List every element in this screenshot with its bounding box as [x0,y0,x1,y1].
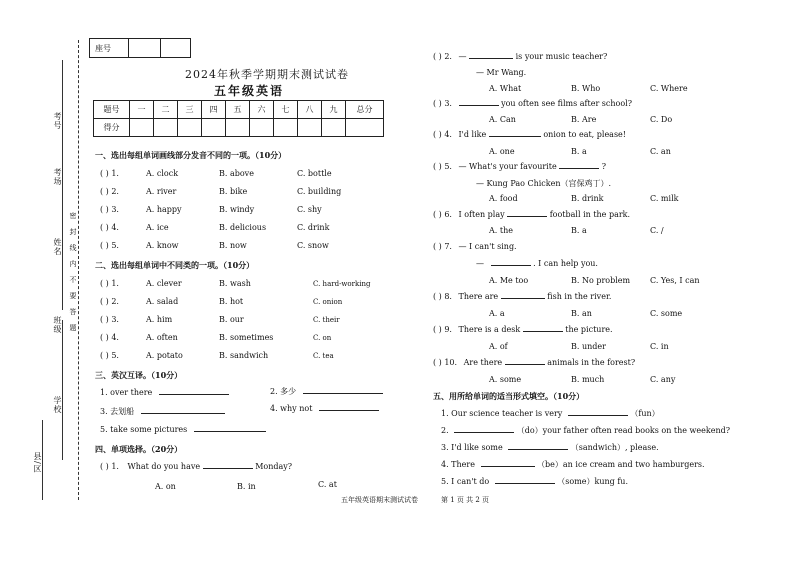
translate-item [100,388,229,397]
option-c: C. hard-working [313,280,371,288]
reply-end: . I can help you. [533,259,598,268]
q-stem: There are [458,292,499,301]
option-c: C. tea [313,352,334,360]
q-number: ( ) 5. [433,162,452,171]
score-table-header-row [94,101,384,119]
answer-blank [568,415,628,416]
line-exam-no [62,60,63,150]
option-b: B. a [571,147,587,156]
fill-item [441,459,705,470]
option-c: C. any [650,375,676,384]
mc-question-9 [433,325,613,334]
option-b: B. delicious [219,223,267,232]
option-a: A. a [489,309,505,318]
mc-question-3 [433,99,632,108]
answer-blank [495,483,555,484]
option-a: A. of [489,342,508,351]
score-cell: 题号 [94,101,130,119]
option-c: C. in [650,342,669,351]
score-input-cell [250,119,274,137]
q-stem: I often play [458,210,505,219]
q-stem-end: Monday? [255,462,293,471]
score-input-cell [130,119,154,137]
translate-prompt: 2. 多少 [270,387,297,396]
label-exam-no: 考号 [53,112,62,130]
seal-char: 内 [69,260,77,268]
fill-post: （be）an ice cream and two hamburgers. [537,460,705,469]
option-b: B. No problem [571,276,631,285]
option-c: C. on [313,334,332,342]
seat-label: 座号 [95,44,111,53]
mc-question-2 [433,52,607,61]
option-b: B. Who [571,84,601,93]
score-cell: 六 [250,101,274,119]
q-number: ( ) 4. [433,130,452,139]
q-stem: — What's your favourite [458,162,557,171]
answer-blank [319,410,379,411]
option-b: B. much [571,375,605,384]
footer-paper-name: 五年级英语期末测试试卷 [341,496,418,504]
q-number: ( ) 2. [100,297,119,306]
section5-title: 五、用所给单词的适当形式填空。（10分） [433,391,585,401]
seal-char: 题 [69,324,77,332]
label-name: 姓名 [53,238,62,256]
option-a: A. him [146,315,173,324]
option-a: A. Can [489,115,516,124]
q-number: ( ) 3. [433,99,452,108]
option-a: A. What [489,84,522,93]
fill-pre: 2. [441,426,449,435]
option-c: C. some [650,309,683,318]
option-a: A. Me too [489,276,529,285]
option-a: A. often [146,333,178,342]
q-stem-end: animals in the forest? [547,358,636,367]
q-stem: I'd like [458,130,487,139]
option-c: C. drink [297,223,330,232]
score-cell: 四 [202,101,226,119]
answer-blank [505,364,545,365]
score-cell: 八 [298,101,322,119]
answer-blank [523,331,563,332]
score-input-cell [298,119,322,137]
translate-item [270,386,383,397]
score-cell: 得分 [94,119,130,137]
mc-question-10 [433,358,635,367]
answer-blank [559,168,599,169]
answer-blank [507,216,547,217]
q-stem-end: ? [601,162,607,171]
answer-blank [203,468,253,469]
score-input-cell [226,119,250,137]
translate-prompt: 3. 去划船 [100,407,135,416]
score-cell: 七 [274,101,298,119]
fill-item [441,425,730,436]
q-stem: What do you have [127,462,201,471]
q-stem-end: the picture. [565,325,613,334]
option-a: A. river [146,187,177,196]
option-b: B. sometimes [219,333,274,342]
option-a: A. food [489,194,518,203]
answer-blank [469,58,513,59]
seal-char: 线 [69,244,77,252]
seal-char: 要 [69,292,77,300]
option-c: C. shy [297,205,322,214]
score-input-cell [274,119,298,137]
q-number: ( ) 1. [100,279,119,288]
score-input-cell [202,119,226,137]
seal-char: 密 [69,212,77,220]
option-b: B. now [219,241,247,250]
option-b: B. wash [219,279,251,288]
q-stem: — [458,52,467,61]
score-cell: 三 [178,101,202,119]
mc-question-4 [433,130,626,139]
fill-pre: 3. I'd like some [441,443,503,452]
q-number: ( ) 4. [100,333,119,342]
mc-question-8 [433,292,611,301]
fill-pre: 4. There [441,460,475,469]
section3-title: 三、英汉互译。（10分） [95,370,183,380]
option-a: A. ice [146,223,169,232]
q-stem: — I can't sing. [458,242,517,251]
option-c: C. at [318,480,337,489]
option-b: B. hot [219,297,244,306]
footer-page-number: 第 1 页 共 2 页 [441,496,490,504]
score-input-cell [346,119,384,137]
option-b: B. our [219,315,244,324]
answer-blank [194,431,266,432]
mc-question-5 [433,162,606,171]
option-c: C. bottle [297,169,332,178]
q-stem-end: is your music teacher? [515,52,608,61]
q-number: ( ) 5. [100,241,119,250]
answer-blank [459,105,499,106]
label-exam-room: 考场 [53,168,62,186]
score-table [93,100,384,137]
option-a: A. one [489,147,515,156]
option-c: C. an [650,147,671,156]
translate-item [270,404,379,413]
option-c: C. Yes, I can [650,276,700,285]
page-subtitle: 五年级英语 [214,84,285,98]
option-a: A. salad [146,297,179,306]
q-number: ( ) 10. [433,358,458,367]
label-county: 县/区 [33,452,42,474]
binding-line [78,40,79,500]
reply-dash: — [476,259,484,268]
q-stem-end: fish in the river. [547,292,612,301]
fill-pre: 5. I can't do [441,477,490,486]
q-number: ( ) 7. [433,242,452,251]
score-input-cell [322,119,346,137]
option-b: B. above [219,169,254,178]
fill-post: （do）your father often read books on the weekend? [516,426,731,435]
option-b: B. drink [571,194,604,203]
option-a: A. clock [146,169,179,178]
q-stem: There is a desk [458,325,521,334]
option-b: B. a [571,226,587,235]
q-number: ( ) 2. [433,52,452,61]
line-county [42,420,43,500]
seal-char: 答 [69,308,77,316]
score-cell: 一 [130,101,154,119]
option-a: A. on [155,482,176,491]
line-exam-room [62,150,63,240]
q-number: ( ) 4. [100,223,119,232]
option-c: C. onion [313,298,343,306]
option-a: A. know [146,241,179,250]
score-table-score-row [94,119,384,137]
option-c: C. Do [650,115,673,124]
mc-question-7 [433,242,517,251]
answer-blank [454,432,514,433]
line-school [62,400,63,460]
q-stem: Are there [463,358,503,367]
translate-prompt: 1. over there [100,388,153,397]
score-cell: 九 [322,101,346,119]
section2-title: 二、选出每组单词中不同类的一项。（10分） [95,260,255,270]
q-number: ( ) 1. [100,169,119,178]
fill-item [441,408,660,419]
option-c: C. / [650,226,664,235]
q-number: ( ) 2. [100,187,119,196]
score-input-cell [154,119,178,137]
q-stem-end: football in the park. [549,210,631,219]
score-cell: 总分 [346,101,384,119]
answer-blank [491,265,531,266]
option-b: B. Are [571,115,597,124]
translate-item [100,425,266,434]
section4-title: 四、单项选择。（20分） [95,444,183,454]
option-c: C. milk [650,194,679,203]
translate-prompt: 5. take some pictures [100,425,188,434]
mc-question-1 [100,462,292,471]
option-a: A. clever [146,279,182,288]
option-c: C. building [297,187,342,196]
label-school: 学校 [53,396,62,414]
q-reply: — Kung Pao Chicken（宫保鸡丁）. [476,179,612,188]
seal-line-text [68,208,78,336]
q-number: ( ) 1. [100,462,119,471]
seat-box [89,38,191,58]
option-c: C. their [313,316,340,324]
option-a: A. the [489,226,513,235]
q-number: ( ) 6. [433,210,452,219]
q-reply: — Mr Wang. [476,68,527,77]
option-b: B. an [571,309,592,318]
score-input-cell [178,119,202,137]
q-number: ( ) 3. [100,315,119,324]
answer-blank [141,413,225,414]
translate-item [100,406,225,417]
seal-char: 封 [69,228,77,236]
q-number: ( ) 3. [100,205,119,214]
answer-blank [501,298,545,299]
q-number: ( ) 5. [100,351,119,360]
section1-title: 一、选出每组单词画线部分发音不同的一项。（10分） [95,150,287,160]
fill-post: （sandwich）, please. [570,443,659,452]
answer-blank [303,393,383,394]
option-a: A. happy [146,205,182,214]
answer-blank [159,394,229,395]
option-b: B. in [237,482,256,491]
line-name [62,240,63,310]
q-stem-end: you often see films after school? [501,99,633,108]
fill-pre: 1. Our science teacher is very [441,409,563,418]
score-cell: 五 [226,101,250,119]
mc-question-6 [433,210,630,219]
q-reply [476,259,598,268]
option-b: B. sandwich [219,351,269,360]
q-number: ( ) 8. [433,292,452,301]
translate-prompt: 4. why not [270,404,313,413]
label-class: 班级 [53,316,62,334]
answer-blank [489,136,541,137]
option-a: A. potato [146,351,183,360]
option-b: B. under [571,342,606,351]
seal-char: 不 [69,276,77,284]
option-b: B. bike [219,187,248,196]
q-stem-end: onion to eat, please! [543,130,626,139]
line-class [62,320,63,400]
fill-post: （some）kung fu. [557,477,628,486]
fill-item [441,476,628,487]
page-title: 2024年秋季学期期末测试试卷 [185,68,349,81]
q-number: ( ) 9. [433,325,452,334]
fill-item [441,442,659,453]
option-a: A. some [489,375,522,384]
answer-blank [508,449,568,450]
score-cell: 二 [154,101,178,119]
option-c: C. Where [650,84,688,93]
fill-post: （fun） [630,409,660,418]
answer-blank [481,466,535,467]
option-b: B. windy [219,205,255,214]
option-c: C. snow [297,241,329,250]
